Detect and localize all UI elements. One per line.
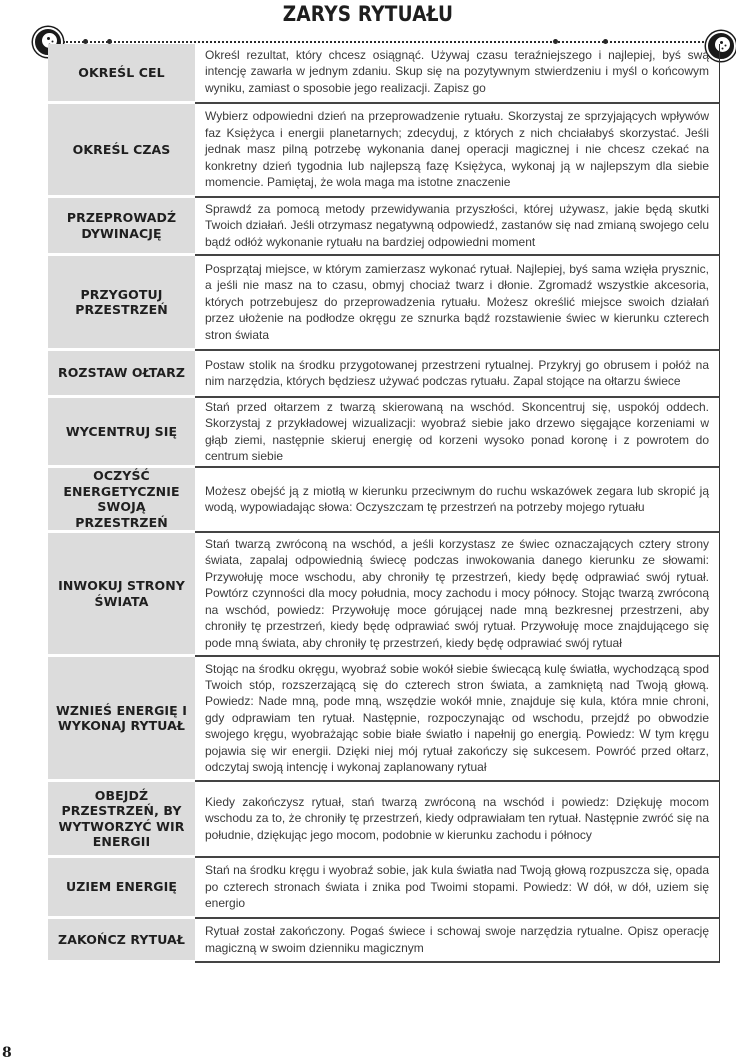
table-row bbox=[48, 919, 720, 963]
step-label: PRZEPROWADŹ DYWINACJĘ bbox=[48, 198, 195, 256]
table-row bbox=[48, 782, 720, 858]
table-row bbox=[48, 468, 720, 533]
step-label: ROZSTAW OŁTARZ bbox=[48, 351, 195, 398]
step-description: Stojąc na środku okręgu, wyobraź sobie wokół siebie świecącą kulę światła, wychodzącą spod Twoich stóp, rozszerzającą się do czterech stron świata, a zamkniętą nad Twoją głową. Powiedz: Nade mną, pode mną, wszędzie wokół mnie, znajduje się kula, która mnie chroni, gdy odprawiam ten rytuał. Następnie, rozpoczynając od wschodu, przejdź po obwodzie swojego kręgu, wyobrażając sobie białe światło i napełnij go energią. Powiedz: W tym kręgu pojawia się wir energii. Dzięki niej mój rytuał zakończy się sukcesem. Powróć przed ołtarz, odczytaj swoją intencję i wykonaj zaplanowany rytuał bbox=[195, 657, 720, 782]
step-description: Posprzątaj miejsce, w którym zamierzasz wykonać rytuał. Najlepiej, byś sama wzięła prysznic, a jeśli nie masz na to czasu, obmyj chociaż twarz i dłonie. Zgromadź wszystkie akcesoria, których potrzebujesz do przeprowadzenia rytuału. Możesz określić miejsce swoich działań przez ułożenie na podłodze okręgu ze sznurka bądź rozstawienie świec w kierunku czterech stron świata bbox=[195, 256, 720, 351]
step-description: Wybierz odpowiedni dzień na przeprowadzenie rytuału. Skorzystaj ze sprzyjających wpływów faz Księżyca i energii planetarnych; zdecyduj, z których z nich chciałabyś skorzystać. Jeśli jednak masz pilną potrzebę wykonania danej operacji magicznej i nie chcesz czekać na konkretny dzień tygodnia lub najlepszą fazę Księżyca, wykonaj ją w najlepszym dla siebie momencie. Pamiętaj, że wola maga ma istotne znaczenie bbox=[195, 104, 720, 198]
page-number: 8 bbox=[2, 1045, 12, 1061]
step-description: Określ rezultat, który chcesz osiągnąć. Używaj czasu teraźniejszego i najlepiej, byś swą intencję zawarła w jednym zdaniu. Skup się na pozytywnym stwierdzeniu i myśl o końcowym wyniku, zamiast o sposobie jego realizacji. Zapisz go bbox=[195, 44, 720, 104]
step-description: Kiedy zakończysz rytuał, stań twarzą zwróconą na wschód i powiedz: Dziękuję mocom wschodu za to, że chroniły tę przestrzeń, kiedy odprawiałam ten rytuał. Następnie zwróć się na południe, dziękując jego mocom, podobnie w kierunku zachodu i północy bbox=[195, 782, 720, 858]
page-title: ZARYS RYTUAŁU bbox=[282, 2, 454, 26]
step-description: Stań twarzą zwróconą na wschód, a jeśli korzystasz ze świec oznaczających cztery strony świata, zapalaj odpowiednią świecę podczas inwokowania danego kierunku ze słowami: Przywołuję moce wschodu, aby chroniły tę przestrzeń, kiedy będę odprawiać swój rytuał. Powtórz czynności dla mocy południa, mocy zachodu i mocy północy. Stojąc twarzą zwróconą na wschód, powiedz: Przywołuję moce górującej nade mną bezkresnej przestrzeni, aby chroniły tę przestrzeń, kiedy będę odprawiać swój rytuał. Przywołuję moce znajdującego się pode mną świata, aby chroniły tę przestrzeń, kiedy będę odprawiać swój rytuał bbox=[195, 533, 720, 657]
dotted-line-divider bbox=[63, 41, 708, 43]
step-label: OBEJDŹ PRZESTRZEŃ, BY WYTWORZYĆ WIR ENERGII bbox=[48, 782, 195, 858]
table-row bbox=[48, 533, 720, 657]
step-label: OCZYŚĆ ENERGETYCZNIE SWOJĄ PRZESTRZEŃ bbox=[48, 468, 195, 533]
step-label: INWOKUJ STRONY ŚWIATA bbox=[48, 533, 195, 657]
step-label: OKREŚL CZAS bbox=[48, 104, 195, 198]
table-row bbox=[48, 104, 720, 198]
step-label: WZNIEŚ ENERGIĘ I WYKONAJ RYTUAŁ bbox=[48, 657, 195, 782]
step-label: UZIEM ENERGIĘ bbox=[48, 858, 195, 919]
table-row bbox=[48, 657, 720, 782]
ritual-outline-table bbox=[48, 44, 720, 963]
step-label: ZAKOŃCZ RYTUAŁ bbox=[48, 919, 195, 963]
table-row bbox=[48, 858, 720, 919]
table-row bbox=[48, 351, 720, 398]
step-description: Rytuał został zakończony. Pogaś świece i schowaj swoje narzędzia rytualne. Opisz operację magiczną w swoim dzienniku magicznym bbox=[195, 919, 720, 963]
table-row bbox=[48, 44, 720, 104]
step-description: Możesz obejść ją z miotłą w kierunku przeciwnym do ruchu wskazówek zegara lub skropić ją wodą, wypowiadając słowa: Oczyszczam tę przestrzeń na potrzeby mojego rytuału bbox=[195, 468, 720, 533]
step-description: Stań przed ołtarzem z twarzą skierowaną na wschód. Skoncentruj się, uspokój oddech. Skorzystaj z przykładowej wizualizacji: wyobraź siebie jako drzewo sięgające korzeniami w głąb ziemi, następnie skieruj energię od korzeni wysoko ponad koronę i z powrotem do centrum siebie bbox=[195, 398, 720, 468]
step-label: OKREŚL CEL bbox=[48, 44, 195, 104]
table-row bbox=[48, 256, 720, 351]
table-row bbox=[48, 398, 720, 468]
step-description: Stań na środku kręgu i wyobraź sobie, jak kula światła nad Twoją głową rozpuszcza się, opada po czterech stronach świata i znika pod Twoimi stopami. Powiedz: W dół, w dół, uziem się energio bbox=[195, 858, 720, 919]
step-label: PRZYGOTUJ PRZESTRZEŃ bbox=[48, 256, 195, 351]
step-label: WYCENTRUJ SIĘ bbox=[48, 398, 195, 468]
step-description: Sprawdź za pomocą metody przewidywania przyszłości, której używasz, jakie będą skutki Twoich działań. Jeśli otrzymasz negatywną odpowiedź, zastanów się nad zmianą swojego celu bądź odłóż wykonanie rytuału na bardziej odpowiedni moment bbox=[195, 198, 720, 256]
table-row bbox=[48, 198, 720, 256]
step-description: Postaw stolik na środku przygotowanej przestrzeni rytualnej. Przykryj go obrusem i połóż na nim narzędzia, których będziesz używać podczas rytuału. Zapal stojące na ołtarzu świece bbox=[195, 351, 720, 398]
